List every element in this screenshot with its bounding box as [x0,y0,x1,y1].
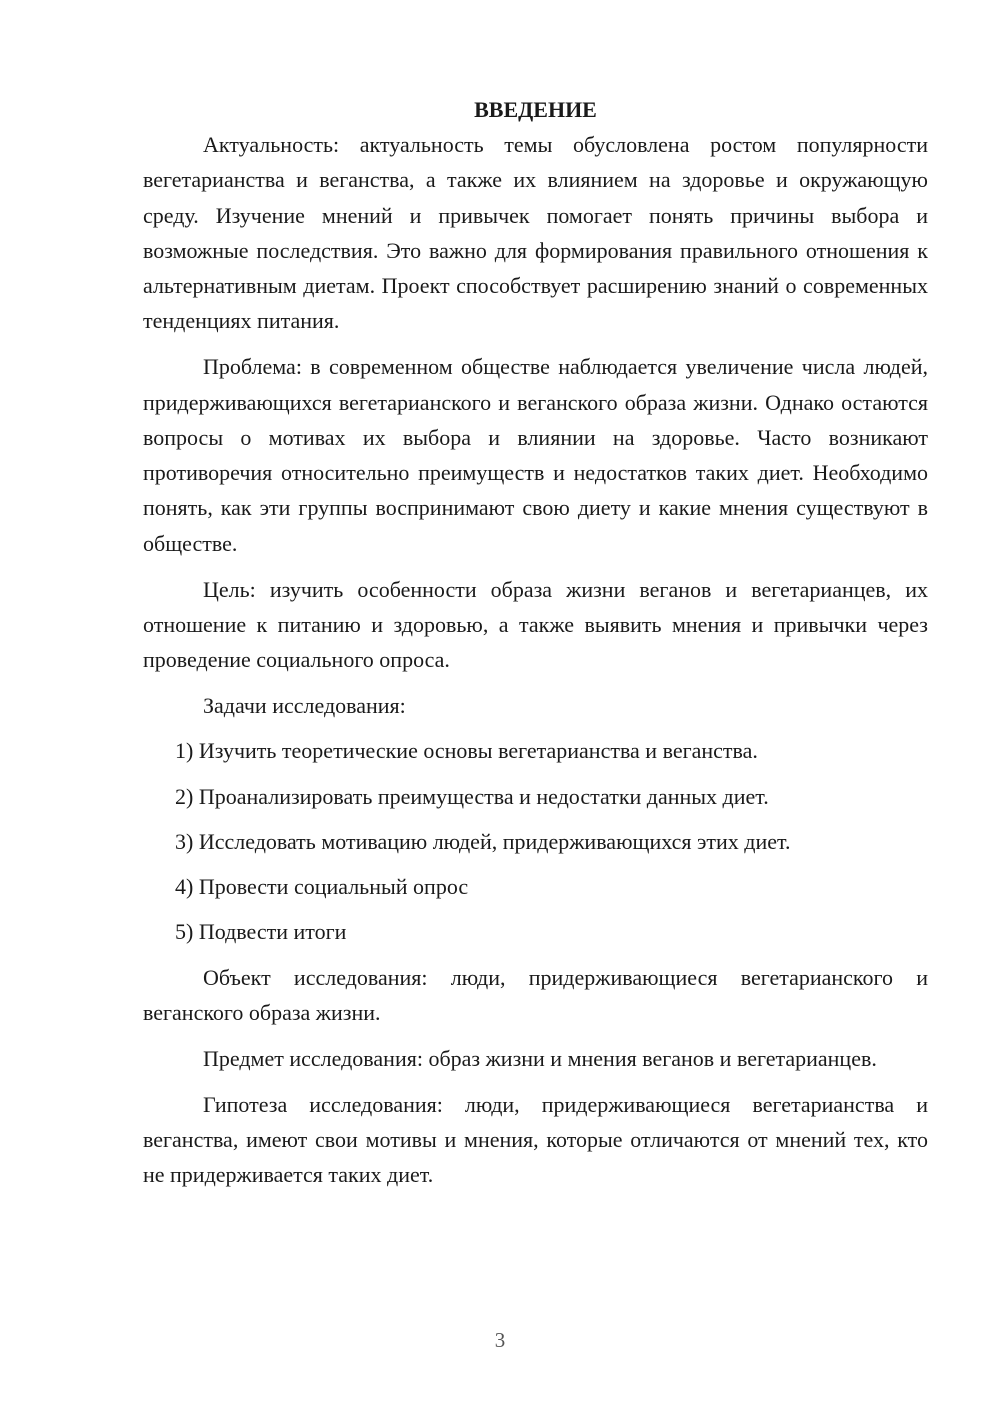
page-title: ВВЕДЕНИЕ [474,97,597,122]
list-item: 2) Проанализировать преимущества и недостатки данных диет. [175,783,769,809]
list-item: 1) Изучить теоретические основы вегетарианства и веганства. [175,738,758,764]
relevance-paragraph: Актуальность: актуальность темы обусловлена ростом популярности вегетарианства и веганства, а также их влиянием на здоровье и окружающую среду. Изучение мнений и привычек помогает понять причины выбора и возможные последствия. Это важно для формирования правильного отношения к альтернативным диетам. Проект способствует расширению знаний о современных тенденциях питания. [143,132,928,334]
subject-paragraph: Предмет исследования: образ жизни и мнения веганов и вегетарианцев. [203,1045,877,1071]
list-item: 4) Провести социальный опрос [175,874,469,900]
tasks-heading: Задачи исследования: [203,692,406,718]
object-paragraph: Объект исследования: люди, придерживающиеся вегетарианского и веганского образа жизни. [143,964,928,1026]
hypothesis-paragraph: Гипотеза исследования: люди, придерживающиеся вегетарианства и веганства, имеют свои мотивы и мнения, которые отличаются от мнений тех, кто не придерживается таких диет. [143,1091,928,1188]
list-item: 3) Исследовать мотивацию людей, придерживающихся этих диет. [175,828,791,854]
page-number: 3 [494,1328,506,1352]
goal-paragraph: Цель: изучить особенности образа жизни веганов и вегетарианцев, их отношение к питанию и здоровью, а также выявить мнения и привычки через проведение социального опроса. [143,576,928,673]
problem-paragraph: Проблема: в современном обществе наблюдается увеличение числа людей, придерживающихся вегетарианского и веганского образа жизни. Однако остаются вопросы о мотивах их выбора и влиянии на здоровье. Часто возникают противоречия относительно преимуществ и недостатков таких диет. Необходимо понять, как эти группы воспринимают свою диету и какие мнения существуют в обществе. [143,354,928,556]
tasks-list [143,733,928,949]
list-item: 5) Подвести итоги [175,919,347,945]
document-page [143,92,928,1203]
